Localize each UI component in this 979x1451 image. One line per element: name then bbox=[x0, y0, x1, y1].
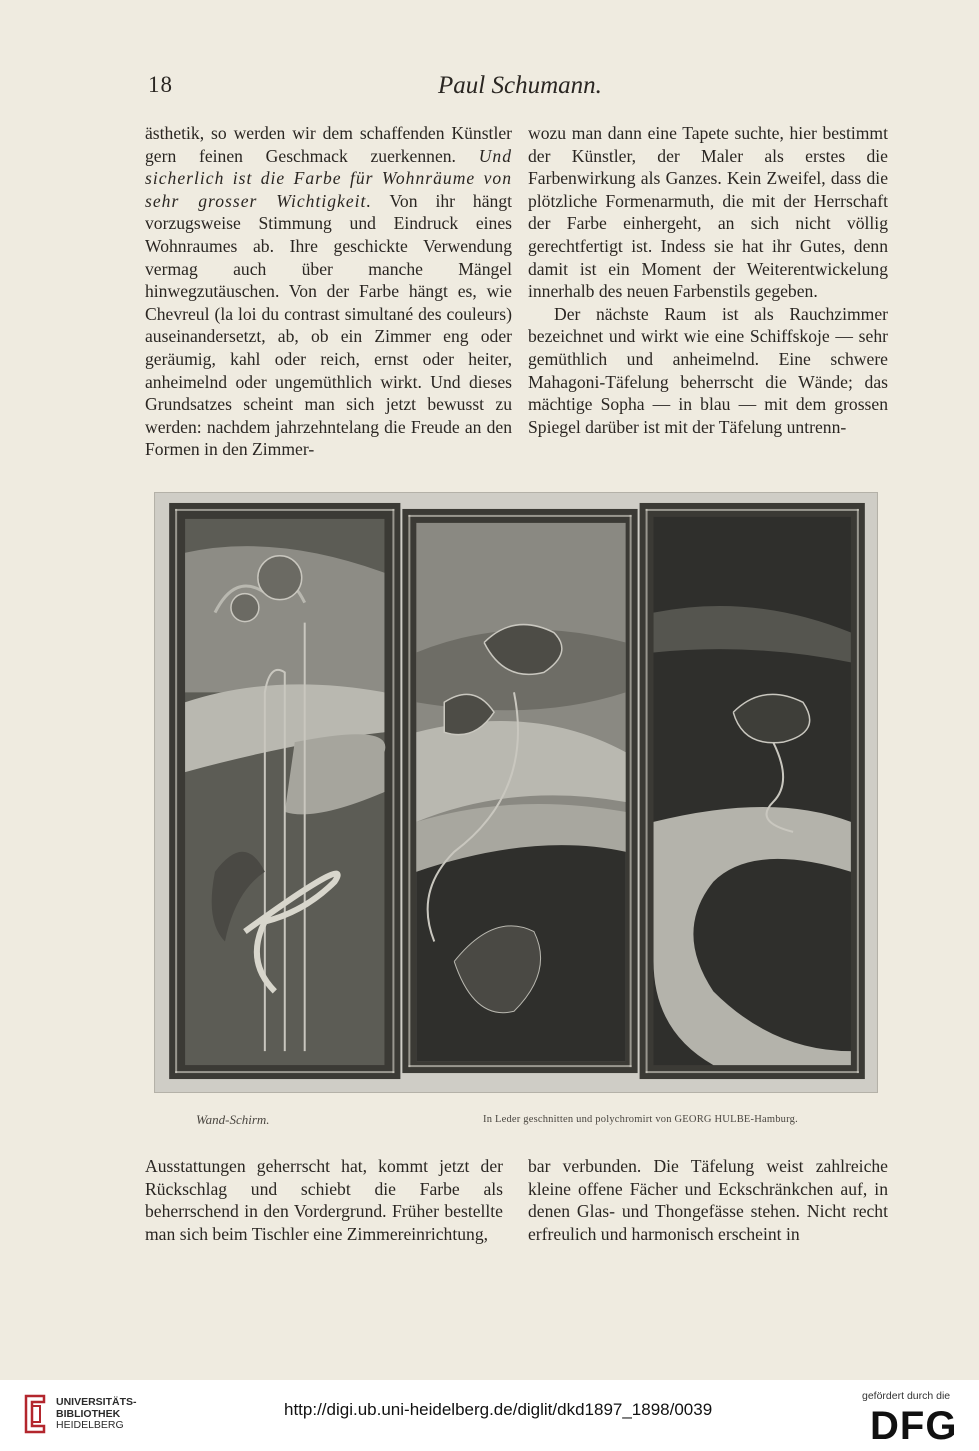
left-panel bbox=[169, 503, 400, 1079]
library-line-1: UNIVERSITÄTS- bbox=[56, 1396, 137, 1408]
left-column bbox=[145, 122, 512, 461]
left-text-1: ästhetik, so werden wir dem schaffenden Künstler gern feinen Geschmack zuerkennen. bbox=[145, 123, 512, 166]
left-text-italic: Und sicherlich ist die Farbe für Wohnräume von sehr grosser Wichtigkeit. bbox=[145, 145, 512, 211]
left-paragraph bbox=[145, 122, 512, 461]
footer-bar bbox=[0, 1380, 979, 1451]
page-header bbox=[148, 72, 888, 102]
library-name bbox=[56, 1397, 137, 1432]
library-line-3: HEIDELBERG bbox=[56, 1419, 124, 1431]
middle-panel bbox=[402, 509, 637, 1073]
bottom-left-paragraph: Ausstattungen geherrscht hat, kommt jetzt der Rückschlag und schiebt die Farbe als beherrschend in den Vordergrund. Früher bestellte man sich beim Tischler eine Zimmereinrichtung, bbox=[145, 1156, 503, 1244]
screen-illustration bbox=[154, 492, 878, 1093]
right-paragraph-2: Der nächste Raum ist als Rauchzimmer bezeichnet und wirkt wie eine Schiffskoje — sehr gemüthlich und anheimelnd. Eine schwere Mahagoni-Täfelung beherrscht die Wände; das mächtige Sopha — in blau — mit dem grossen Spiegel darüber ist mit der Täfelung untrenn- bbox=[528, 303, 888, 437]
bottom-right-paragraph: bar verbunden. Die Täfelung weist zahlreiche kleine offene Fächer und Eckschränkchen auf, in denen Glas- und Thongefässe stehen. Nicht recht erfreulich und harmonisch erscheint in bbox=[528, 1156, 888, 1244]
bottom-right-column bbox=[528, 1155, 888, 1245]
bottom-left-column bbox=[145, 1155, 503, 1245]
figure-caption-title: Wand-Schirm. bbox=[196, 1112, 270, 1127]
library-line-2: BIBLIOTHEK bbox=[56, 1407, 121, 1420]
dfg-logo: DFG bbox=[870, 1404, 958, 1448]
figure-caption-credit: In Leder geschnitten und polychromirt von GEORG HULBE-Hamburg. bbox=[483, 1114, 798, 1125]
left-text-2: Von ihr hängt vorzugsweise Stimmung und Eindruck eines Wohnraumes ab. Ihre geschickte Verwendung vermag auch über manche Mängel hinwegzutäuschen. Von der Farbe hängt es, wie Chevreul (la loi du contrast simultané des couleurs) auseinandersetzt, ab, ob ein Zimmer eng oder geräumig, kahl oder reich, ernst oder heiter, anheimelnd oder ungemüthlich wirkt. Und dieses Grundsatzes scheint man sich jetzt bewusst zu werden: nachdem jahrzehntelang die Freude an den Formen in den Zimmer- bbox=[145, 190, 513, 460]
sponsor-note: gefördert durch die bbox=[862, 1390, 951, 1402]
right-panel bbox=[640, 503, 865, 1079]
library-logo-icon bbox=[20, 1392, 50, 1436]
source-url-link[interactable]: http://digi.ub.uni-heidelberg.de/diglit/dkd1897_1898/0039 bbox=[284, 1400, 713, 1419]
running-title: Paul Schumann. bbox=[438, 72, 602, 99]
folding-screen-image bbox=[155, 493, 877, 1092]
right-paragraph-1: wozu man dann eine Tapete suchte, hier bestimmt der Künstler, der Maler als erstes die Farbenwirkung als Ganzes. Kein Zweifel, dass die plötzliche Formenarmuth, die mit der Herrschaft der Farbe einhergeht, an sich nicht völlig gerechtfertigt ist. Indess sie hat ihr Gutes, denn damit ist ein Moment der Weiterentwickelung innerhalb des neuen Farbenstils gegeben. bbox=[528, 123, 888, 302]
right-column bbox=[528, 122, 888, 438]
page-number: 18 bbox=[148, 72, 173, 97]
